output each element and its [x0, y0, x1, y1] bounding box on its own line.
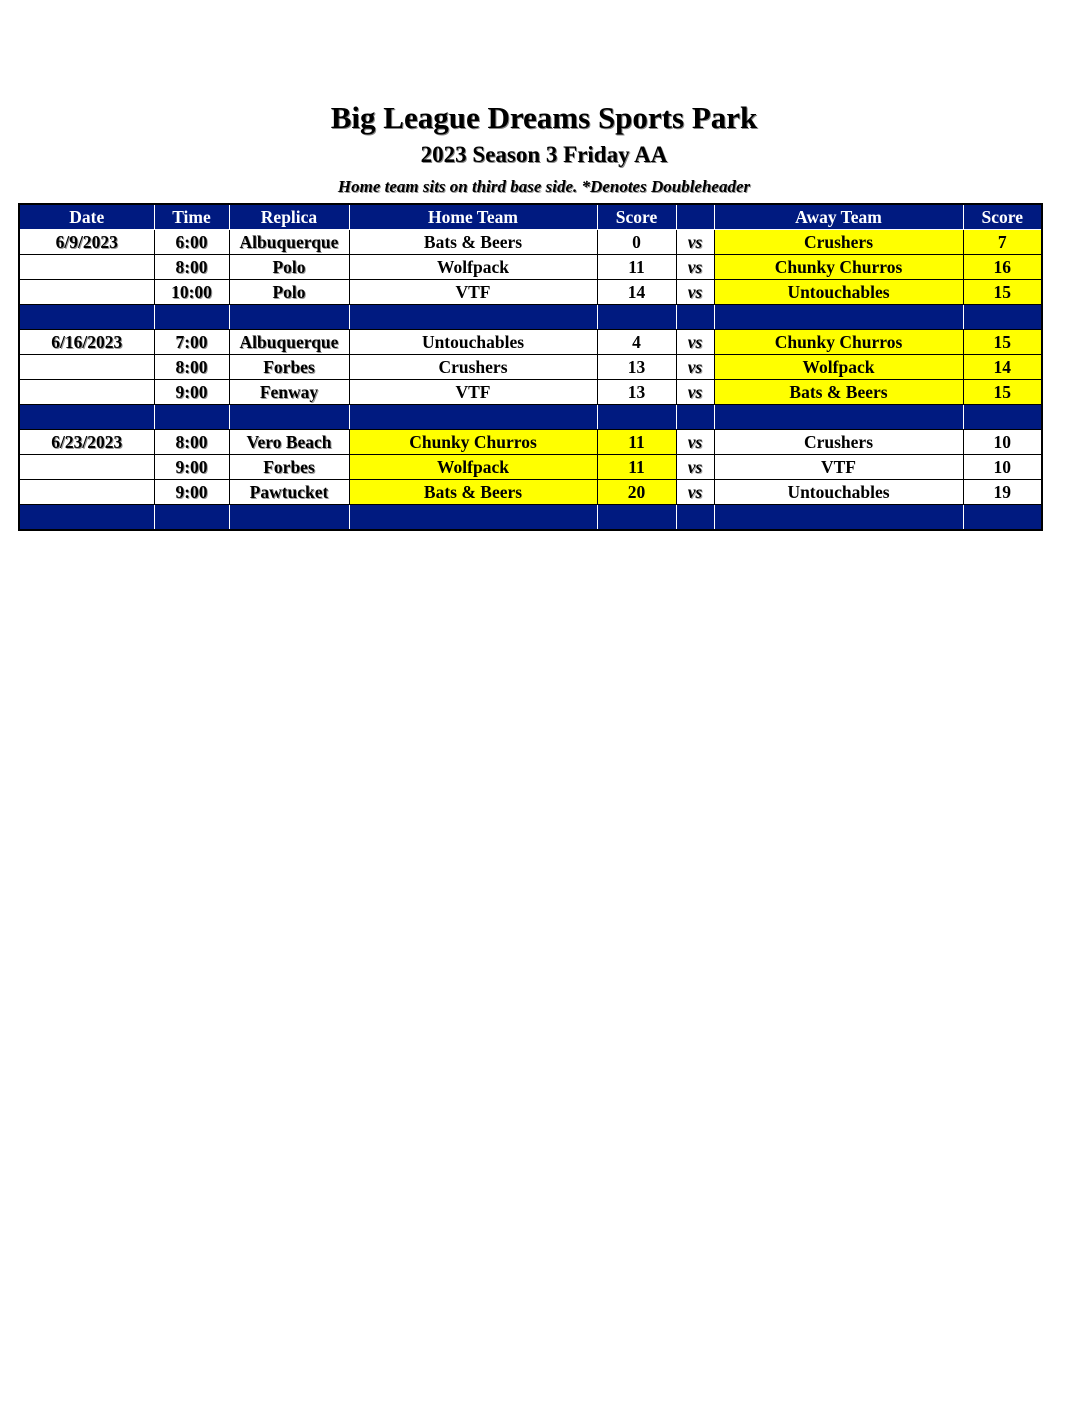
cell-replica: Forbes — [229, 455, 349, 480]
cell-date — [19, 355, 154, 380]
column-header-home-team: Home Team — [349, 204, 597, 230]
table-row — [19, 480, 1042, 505]
table-row — [19, 280, 1042, 305]
cell-vs: vs — [676, 355, 714, 380]
separator-cell — [349, 305, 597, 330]
column-header-replica: Replica — [229, 204, 349, 230]
cell-home-score: 0 — [597, 230, 676, 255]
table-row — [19, 430, 1042, 455]
cell-time: 6:00 — [154, 230, 229, 255]
cell-away-team: Chunky Churros — [714, 330, 963, 355]
table-row — [19, 230, 1042, 255]
cell-home-score: 11 — [597, 430, 676, 455]
column-header-away-team: Away Team — [714, 204, 963, 230]
separator-cell — [714, 505, 963, 531]
page-subtitle: 2023 Season 3 Friday AA — [420, 142, 668, 167]
separator-cell — [714, 305, 963, 330]
column-header-time: Time — [154, 204, 229, 230]
cell-date — [19, 255, 154, 280]
cell-away-team: Wolfpack — [714, 355, 963, 380]
separator-cell — [597, 405, 676, 430]
separator-cell — [676, 405, 714, 430]
cell-time: 8:00 — [154, 255, 229, 280]
separator-cell — [19, 505, 154, 531]
cell-replica: Forbes — [229, 355, 349, 380]
cell-home-team: Chunky Churros — [349, 430, 597, 455]
separator-cell — [154, 505, 229, 531]
column-header-date: Date — [19, 204, 154, 230]
cell-away-score: 16 — [963, 255, 1042, 280]
cell-vs: vs — [676, 380, 714, 405]
cell-vs: vs — [676, 455, 714, 480]
cell-home-team: Crushers — [349, 355, 597, 380]
cell-vs: vs — [676, 230, 714, 255]
cell-away-score: 14 — [963, 355, 1042, 380]
cell-date — [19, 380, 154, 405]
cell-home-score: 14 — [597, 280, 676, 305]
cell-away-score: 10 — [963, 455, 1042, 480]
cell-away-team: VTF — [714, 455, 963, 480]
table-row — [19, 330, 1042, 355]
cell-away-team: Chunky Churros — [714, 255, 963, 280]
separator-cell — [349, 405, 597, 430]
separator-cell — [229, 305, 349, 330]
cell-home-team: Wolfpack — [349, 255, 597, 280]
cell-date: 6/9/2023 — [19, 230, 154, 255]
separator-cell — [597, 305, 676, 330]
cell-date — [19, 480, 154, 505]
cell-home-score: 4 — [597, 330, 676, 355]
cell-home-team: Bats & Beers — [349, 480, 597, 505]
cell-away-team: Untouchables — [714, 480, 963, 505]
separator-cell — [154, 305, 229, 330]
cell-replica: Polo — [229, 280, 349, 305]
separator-cell — [349, 505, 597, 531]
cell-vs: vs — [676, 480, 714, 505]
cell-home-score: 11 — [597, 455, 676, 480]
separator-cell — [154, 405, 229, 430]
cell-home-score: 13 — [597, 355, 676, 380]
cell-time: 8:00 — [154, 355, 229, 380]
cell-time: 7:00 — [154, 330, 229, 355]
cell-time: 8:00 — [154, 430, 229, 455]
cell-date: 6/23/2023 — [19, 430, 154, 455]
schedule-body — [19, 230, 1042, 531]
separator-cell — [19, 405, 154, 430]
separator-cell — [963, 405, 1042, 430]
cell-away-score: 15 — [963, 280, 1042, 305]
cell-date: 6/16/2023 — [19, 330, 154, 355]
cell-vs: vs — [676, 430, 714, 455]
schedule-table — [18, 203, 1043, 531]
page-title: Big League Dreams Sports Park — [330, 100, 758, 135]
cell-replica: Fenway — [229, 380, 349, 405]
cell-time: 9:00 — [154, 380, 229, 405]
cell-away-team: Crushers — [714, 230, 963, 255]
cell-away-score: 7 — [963, 230, 1042, 255]
cell-time: 10:00 — [154, 280, 229, 305]
cell-home-score: 13 — [597, 380, 676, 405]
separator-cell — [229, 505, 349, 531]
cell-home-team: Bats & Beers — [349, 230, 597, 255]
separator-cell — [963, 505, 1042, 531]
cell-home-score: 11 — [597, 255, 676, 280]
cell-away-score: 19 — [963, 480, 1042, 505]
cell-replica: Polo — [229, 255, 349, 280]
table-row — [19, 455, 1042, 480]
table-row — [19, 380, 1042, 405]
cell-home-team: VTF — [349, 380, 597, 405]
separator-cell — [963, 305, 1042, 330]
cell-away-team: Crushers — [714, 430, 963, 455]
cell-replica: Pawtucket — [229, 480, 349, 505]
cell-vs: vs — [676, 255, 714, 280]
cell-vs: vs — [676, 330, 714, 355]
cell-replica: Albuquerque — [229, 230, 349, 255]
week-separator-row — [19, 305, 1042, 330]
cell-away-score: 15 — [963, 380, 1042, 405]
separator-cell — [676, 305, 714, 330]
cell-away-team: Bats & Beers — [714, 380, 963, 405]
cell-time: 9:00 — [154, 455, 229, 480]
cell-date — [19, 455, 154, 480]
separator-cell — [229, 405, 349, 430]
cell-away-score: 15 — [963, 330, 1042, 355]
week-separator-row — [19, 505, 1042, 531]
table-row — [19, 255, 1042, 280]
cell-home-score: 20 — [597, 480, 676, 505]
cell-home-team: Wolfpack — [349, 455, 597, 480]
cell-time: 9:00 — [154, 480, 229, 505]
column-header-away-score: Score — [963, 204, 1042, 230]
separator-cell — [676, 505, 714, 531]
week-separator-row — [19, 405, 1042, 430]
table-header-row — [19, 204, 1042, 230]
cell-vs: vs — [676, 280, 714, 305]
page-note: Home team sits on third base side. *Denotes Doubleheader — [337, 177, 751, 196]
cell-replica: Albuquerque — [229, 330, 349, 355]
cell-replica: Vero Beach — [229, 430, 349, 455]
table-row — [19, 355, 1042, 380]
cell-home-team: VTF — [349, 280, 597, 305]
cell-away-team: Untouchables — [714, 280, 963, 305]
separator-cell — [19, 305, 154, 330]
cell-away-score: 10 — [963, 430, 1042, 455]
separator-cell — [714, 405, 963, 430]
cell-date — [19, 280, 154, 305]
separator-cell — [597, 505, 676, 531]
cell-home-team: Untouchables — [349, 330, 597, 355]
column-header-vs — [676, 204, 714, 230]
column-header-home-score: Score — [597, 204, 676, 230]
